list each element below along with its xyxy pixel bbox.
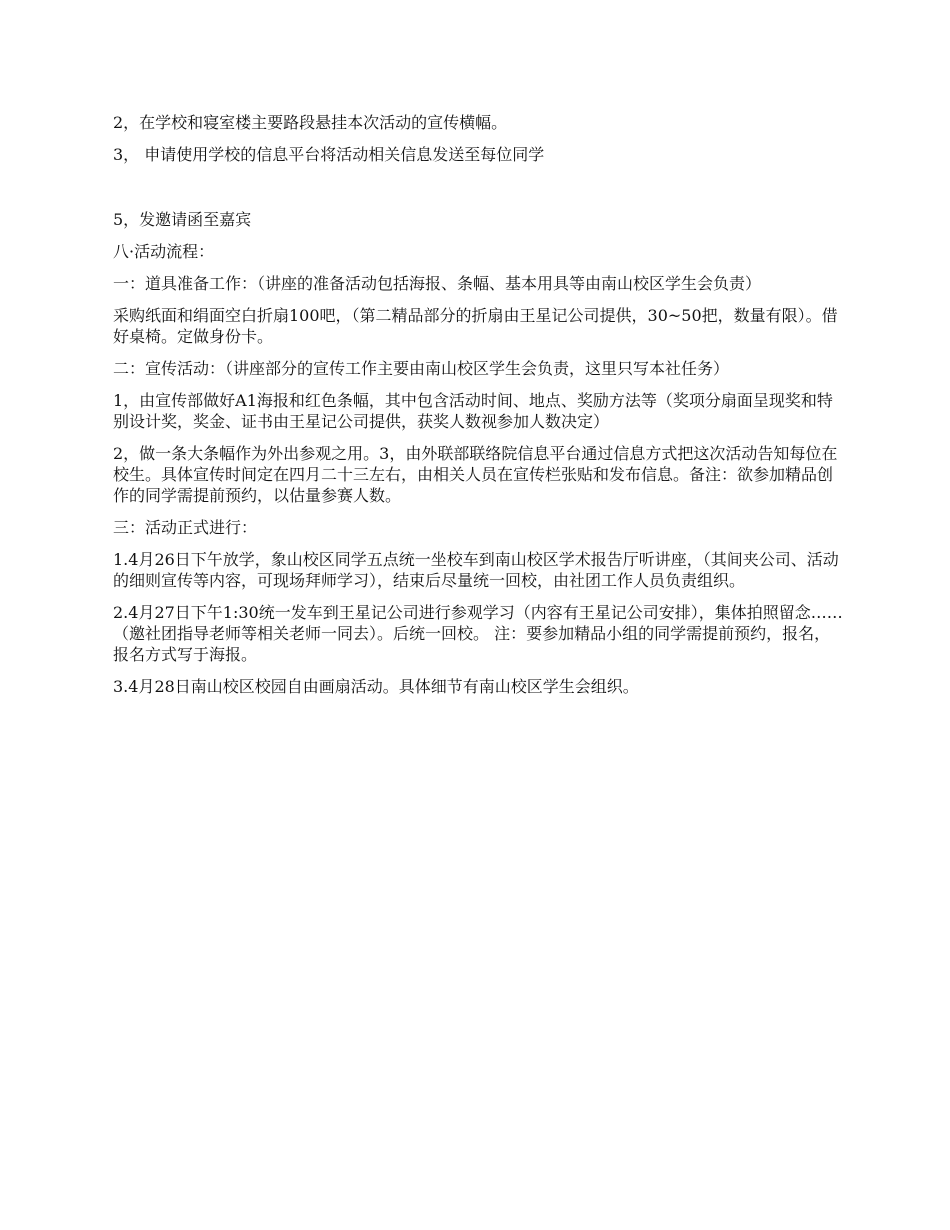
paragraph-invitation: 5，发邀请函至嘉宾 xyxy=(113,210,252,229)
paragraph-poster: 1，由宣传部做好A1海报和红色条幅，其中包含活动时间、地点、奖励方法等（奖项分扇面呈现奖和特别设计奖，奖金、证书由王星记公司提供，获奖人数视参加人数决定） xyxy=(113,391,833,431)
paragraph-april-28: 3.4月28日南山校区校园自由画扇活动。具体细节有南山校区学生会组织。 xyxy=(113,677,639,696)
paragraph-props-prep: 一：道具准备工作：（讲座的准备活动包括海报、条幅、基本用具等由南山校区学生会负责） xyxy=(113,274,762,293)
paragraph-banner: 2，在学校和寝室楼主要路段悬挂本次活动的宣传横幅。 xyxy=(113,113,508,132)
section-heading-process: 八·活动流程： xyxy=(113,242,215,261)
document-body xyxy=(113,112,843,708)
paragraph-info-platform: 3， 申请使用学校的信息平台将活动相关信息发送至每位同学 xyxy=(113,145,545,164)
blank-gap xyxy=(113,176,843,209)
paragraph-activity-start: 三：活动正式进行： xyxy=(113,518,258,537)
paragraph-purchase: 采购纸面和绢面空白折扇100吧，（第二精品部分的折扇由王星记公司提供，30~50把，数量有限）。借好桌椅。定做身份卡。 xyxy=(113,306,838,346)
paragraph-large-banner: 2，做一条大条幅作为外出参观之用。3，由外联部联络院信息平台通过信息方式把这次活动告知每位在校生。具体宣传时间定在四月二十三左右，由相关人员在宣传栏张贴和发布信息。备注：欲参加精品创作的同学需提前预约，以估量参赛人数。 xyxy=(113,444,838,505)
paragraph-april-26: 1.4月26日下午放学，象山校区同学五点统一坐校车到南山校区学术报告厅听讲座，（其间夹公司、活动的细则宣传等内容，可现场拜师学习），结束后尽量统一回校，由社团工作人员负责组织。 xyxy=(113,550,839,590)
paragraph-april-27: 2.4月27日下午1:30统一发车到王星记公司进行参观学习（内容有王星记公司安排），集体拍照留念……（邀社团指导老师等相关老师一同去）。后统一回校。 注：要参加精品小组的同学需提前预约，报名，报名方式写于海报。 xyxy=(113,603,843,664)
paragraph-publicity: 二：宣传活动：（讲座部分的宣传工作主要由南山校区学生会负责，这里只写本社任务） xyxy=(113,359,730,378)
